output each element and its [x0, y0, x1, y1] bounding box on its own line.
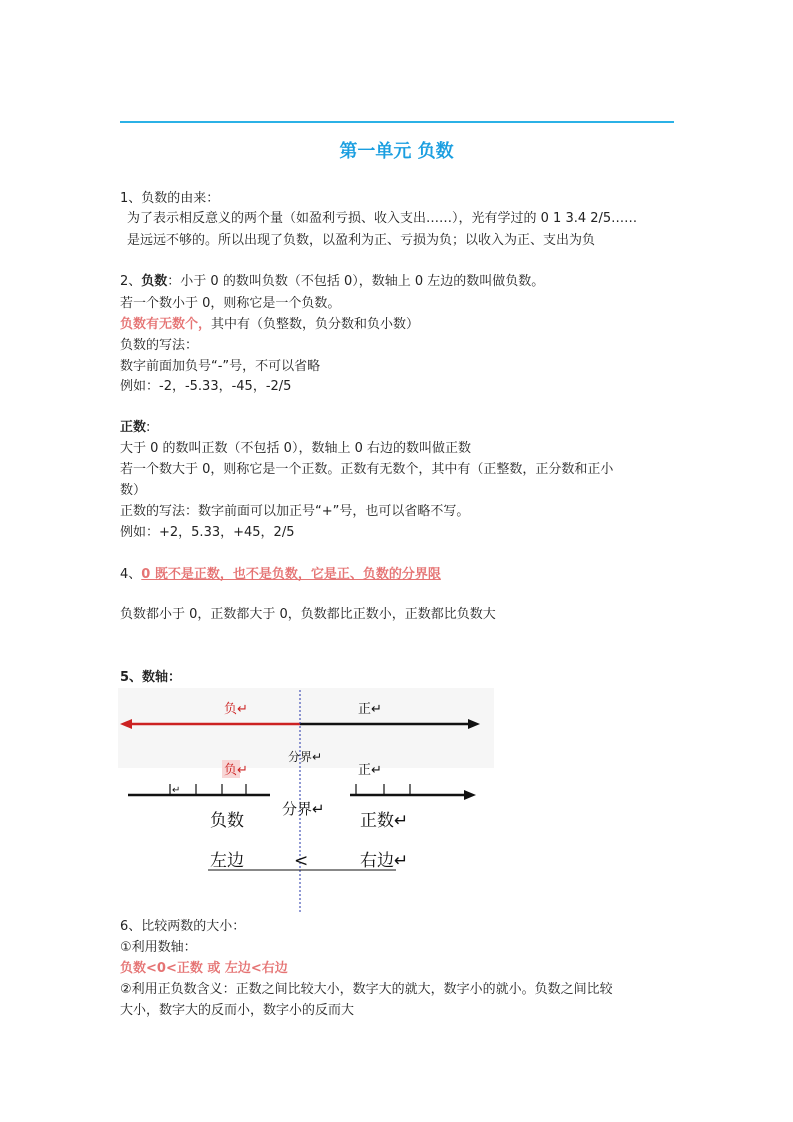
number-line-diagram: [118, 688, 498, 914]
section2-highlight: 负数有无数个，: [120, 317, 212, 332]
section6-heading: 6、比较两数的大小：: [120, 919, 246, 934]
positive-heading: 正数: [120, 420, 147, 435]
right-word: 右边↵: [360, 851, 409, 871]
section2-definition: [120, 272, 544, 292]
boundary-label-mid: 分界↵: [282, 800, 325, 818]
section4-prefix: 4、: [120, 567, 142, 582]
positive-arrow-head-bottom: [464, 790, 476, 800]
positive-heading-line: [120, 418, 150, 438]
section4-line: [120, 565, 441, 585]
section6-method2-line1: ②利用正负数含义：正数之间比较大小，数字大的就大，数字小的就小。负数之间比较: [120, 982, 613, 997]
section6-method1: ①利用数轴：: [120, 940, 197, 955]
left-word: 左边: [210, 851, 244, 871]
positive-line2: 若一个数大于 0，则称它是一个正数。正数有无数个，其中有（正整数，正分数和正小: [120, 462, 614, 477]
positive-colon: :: [146, 420, 151, 435]
less-than-sign: <: [294, 851, 309, 871]
page-title: 第一单元 负数: [339, 141, 454, 162]
compare-line: 负数都小于 0，正数都大于 0，负数都比正数小，正数都比负数大: [120, 607, 496, 622]
positive-line1: 大于 0 的数叫正数（不包括 0），数轴上 0 右边的数叫做正数: [120, 441, 471, 456]
section5-heading: 5、数轴：: [120, 670, 182, 685]
number-line-svg: [118, 688, 498, 914]
header-rule: [120, 121, 674, 123]
section2-line5: 数字前面加负号“-”号，不可以省略: [120, 359, 321, 374]
section2-def: ：小于 0 的数叫负数（不包括 0），数轴上 0 左边的数叫做负数。: [167, 274, 545, 289]
negative-word: 负数: [210, 811, 244, 831]
section4-text: 0 既不是正数，也不是负数，它是正、负数的分界限: [141, 567, 441, 582]
return-mark: ↵: [172, 785, 181, 796]
positive-line4: 正数的写法：数字前面可以加正号“+”号，也可以省略不写。: [120, 504, 470, 519]
section2-rest3: 其中有（负整数，负分数和负小数）: [211, 317, 420, 332]
section2-line3: [120, 315, 419, 335]
section2-line6: 例如：-2，-5.33，-45，-2/5: [120, 379, 292, 394]
positive-word: 正数↵: [360, 811, 409, 831]
section1-line1: 为了表示相反意义的两个量（如盈利亏损、收入支出……），光有学过的 0 1 3.4 2/5……: [127, 211, 638, 226]
positive-label-mid: 正↵: [358, 763, 382, 778]
positive-line5: 例如：+2，5.33，+45，2/5: [120, 525, 295, 540]
section2-term: 负数: [141, 274, 168, 289]
section2-prefix: 2、: [120, 274, 142, 289]
section1-line2: 是远远不够的。所以出现了负数，以盈利为正、亏损为负；以收入为正、支出为负: [127, 233, 596, 248]
boundary-label-top: 分界↵: [288, 750, 323, 764]
section6-method2-line2: 大小，数字大的反而小，数字小的反而大: [120, 1003, 355, 1018]
negative-label-mid: 负↵: [224, 763, 248, 778]
positive-label-top: 正↵: [358, 702, 382, 717]
negative-label-top: 负↵: [224, 702, 248, 717]
section2-line4: 负数的写法：: [120, 338, 199, 353]
section1-heading: 1、负数的由来：: [120, 191, 220, 206]
section6-rule: 负数<0<正数 或 左边<右边: [120, 961, 288, 976]
section2-line2: 若一个数小于 0，则称它是一个负数。: [120, 296, 341, 311]
positive-line3: 数）: [120, 483, 147, 498]
